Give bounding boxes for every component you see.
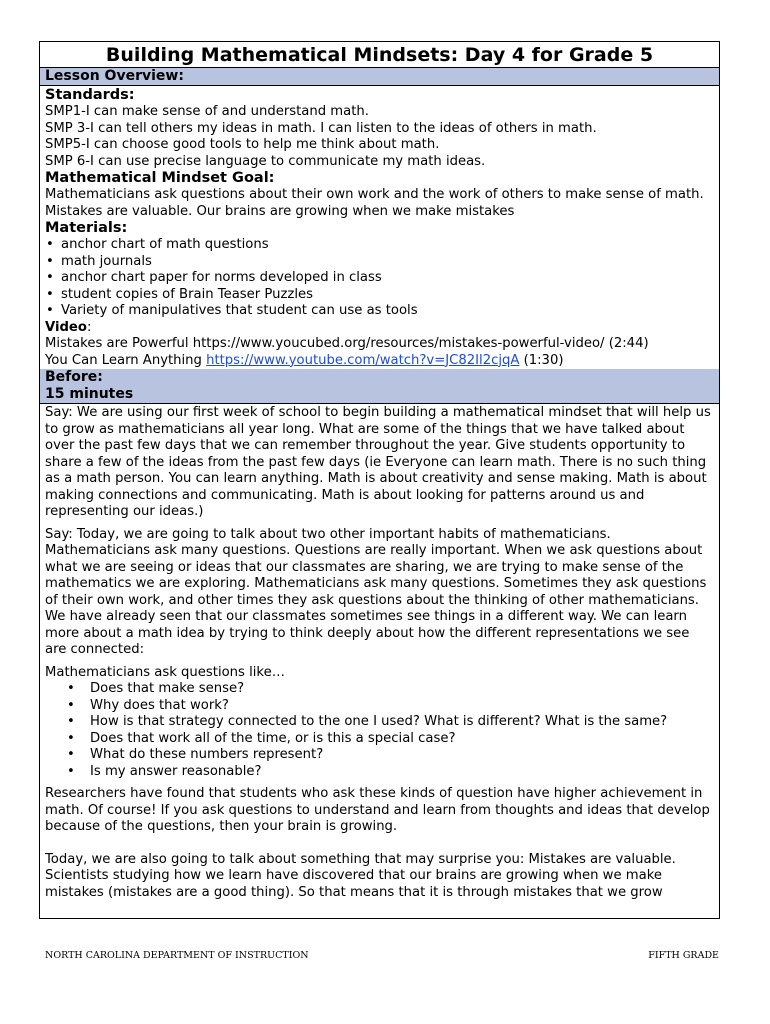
paragraph-mistakes: Today, we are also going to talk about something that may surprise you: Mistakes are valuable. [45, 851, 676, 867]
material-item: • anchor chart paper for norms developed in class [45, 270, 714, 287]
question-item: • Is my answer reasonable? [45, 764, 714, 781]
video-2-duration: (1:30) [519, 352, 564, 368]
youtube-link[interactable]: https://www.youtube.com/watch?v=JC82Il2cjqA [206, 352, 520, 368]
video-heading-line [45, 320, 714, 337]
material-item: • anchor chart of math questions [45, 237, 714, 254]
materials-list [45, 237, 714, 320]
standard-line: SMP1-I can make sense of and understand math. [45, 104, 369, 119]
paragraph-research: Researchers have found that students who ask these kinds of question have higher achievement in math. Of course! If you ask questions to understand and learn from thoughts and ideas that develop because of the questions, then your brain is growing. [45, 786, 710, 834]
standard-line: SMP 3-I can tell others my ideas in math. I can listen to the ideas of others in math. [45, 120, 597, 136]
video-colon: : [86, 319, 92, 335]
question-item: • How is that strategy connected to the one I used? What is different? What is the same? [45, 714, 714, 731]
material-item: • Variety of manipulatives that student can use as tools [45, 303, 714, 320]
lesson-overview-header: Lesson Overview: [40, 68, 719, 86]
video-heading: Video [45, 319, 87, 335]
footer-left: NORTH CAROLINA DEPARTMENT OF INSTRUCTION [45, 950, 309, 961]
before-header [40, 369, 719, 404]
goal-line: Mistakes are valuable. Our brains are growing when we make mistakes [45, 203, 515, 219]
page-title: Building Mathematical Mindsets: Day 4 for Grade 5 [40, 42, 719, 68]
standard-line: SMP5-I can choose good tools to help me think about math. [45, 137, 440, 152]
material-item: • math journals [45, 254, 714, 271]
questions-intro: Mathematicians ask questions like… [45, 664, 285, 680]
before-label: Before: [45, 369, 103, 385]
before-time: 15 minutes [45, 386, 134, 402]
materials-heading: Materials: [45, 220, 128, 236]
question-item: • Does that work all of the time, or is this a special case? [45, 731, 714, 748]
paragraph-scientists: Scientists studying how we learn have discovered that our brains are growing when we make mistakes (mistakes are a good thing). So that means that it is through mistakes that we grow [45, 868, 663, 900]
before-body [40, 404, 719, 918]
video-2-title: You Can Learn Anything [45, 352, 207, 368]
standard-line: SMP 6-I can use precise language to communicate my math ideas. [45, 153, 486, 169]
mindset-goal-heading: Mathematical Mindset Goal: [45, 170, 275, 186]
lesson-table [39, 41, 720, 919]
paragraph-intro: Say: We are using our first week of school to begin building a mathematical mindset that will help us to grow as mathematicians all year long. What are some of the things that we have talked about over the past few days that we can remember throughout the year. Give students opportunity to share a few of the ideas from the past few days (ie Everyone can learn math. There is no such thing as a math person. You can learn anything. Math is about creativity and sense making. Math is about making connections and communicating. Math is about looking for patterns around us and representing our ideas.) [45, 405, 711, 519]
goal-line: Mathematicians ask questions about their own work and the work of others to make sense of math. [45, 187, 704, 202]
page-footer [45, 950, 719, 961]
questions-list [45, 681, 714, 780]
question-item: • What do these numbers represent? [45, 747, 714, 764]
video-line-2 [45, 353, 714, 370]
paragraph-habits: Say: Today, we are going to talk about two other important habits of mathematicians. Mathematicians ask many questions. Questions are really important. When we ask questions about what we are seeing or ideas that our classmates are sharing, we are trying to make sense of the mathematics we are exploring. Mathematicians ask many questions. Sometimes they ask questions of their own work, and other times they ask questions about the thinking of other mathematicians. We have already seen that our classmates sometimes see things in a different way. We can learn more about a math idea by trying to think deeply about how the different representations we see are connected: [45, 526, 707, 657]
footer-right: FIFTH GRADE [648, 950, 719, 961]
question-item: • Does that make sense? [45, 681, 714, 698]
standards-heading: Standards: [45, 87, 135, 103]
video-line-1: Mistakes are Powerful https://www.youcubed.org/resources/mistakes-powerful-video/ (2:44) [45, 336, 649, 351]
material-item: • student copies of Brain Teaser Puzzles [45, 287, 714, 304]
overview-cell [40, 86, 719, 369]
question-item: • Why does that work? [45, 698, 714, 715]
